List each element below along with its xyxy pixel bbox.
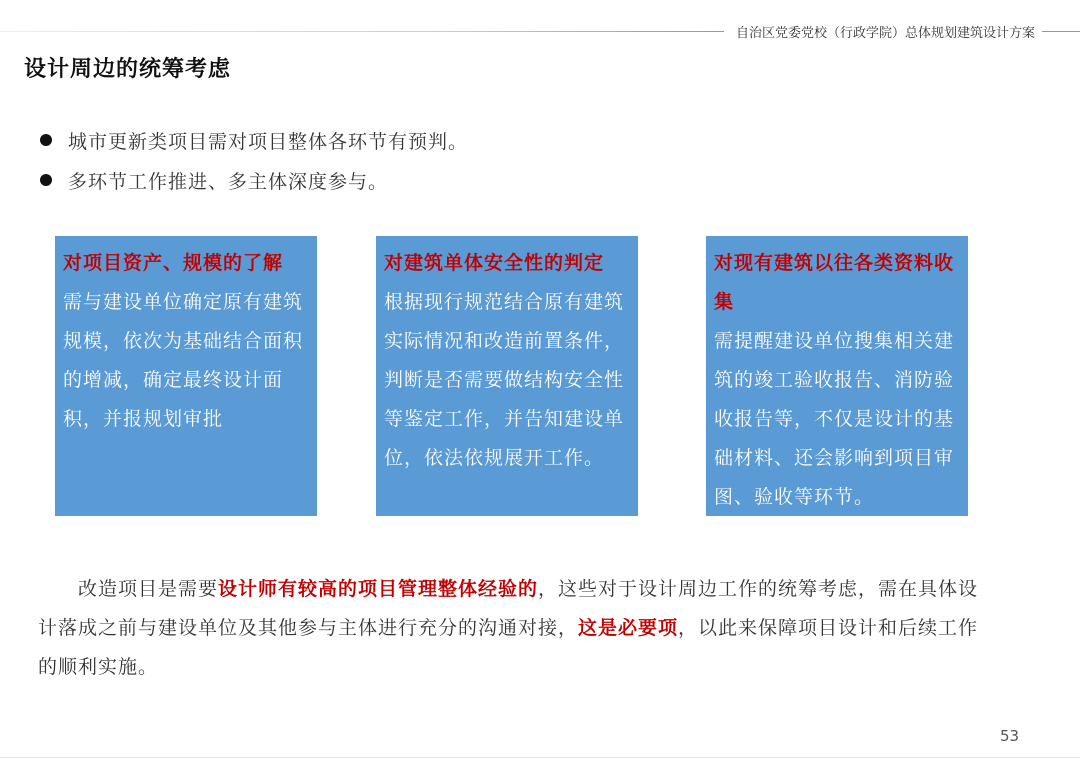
- summary-indent: [38, 578, 78, 600]
- summary-paragraph: [38, 570, 998, 687]
- bullet-list: [38, 120, 468, 200]
- summary-text: ，以此来保障项目设计和后续工作的顺利实施。: [38, 617, 979, 678]
- card-title: 对项目资产、规模的了解: [63, 252, 284, 274]
- card-title: 对现有建筑以往各类资料收集: [714, 252, 955, 313]
- footer-rule: [0, 757, 1080, 758]
- card-body: 根据现行规范结合原有建筑实际情况和改造前置条件，判断是否需要做结构安全性等鉴定工作，并告知建设单位，依法依规展开工作。: [384, 291, 625, 469]
- card-body: 需与建设单位确定原有建筑规模，依次为基础结合面积的增减，确定最终设计面积，并报规划审批: [63, 291, 304, 430]
- summary-highlight: 这是必要项: [578, 617, 679, 639]
- card-body: 需提醒建设单位搜集相关建筑的竣工验收报告、消防验收报告等，不仅是设计的基础材料、还会影响到项目审图、验收等环节。: [714, 330, 955, 508]
- bullet-text: 城市更新类项目需对项目整体各环节有预判。: [68, 130, 469, 153]
- slide-title: 设计周边的统筹考虑: [24, 57, 232, 82]
- card-title: 对建筑单体安全性的判定: [384, 252, 605, 274]
- summary-text: 改造项目是需要: [78, 578, 219, 600]
- summary-text: ，这些对于设计周边工作的统筹考虑，需在具体设计落成之前与建设单位及其他参与主体进行充分的沟通对接，: [38, 578, 979, 639]
- header-rule-left: [0, 31, 724, 32]
- info-card-asset-scale: [55, 236, 317, 516]
- bullet-dot-icon: [40, 134, 52, 146]
- info-card-structural-safety: [376, 236, 638, 516]
- header-rule-right: [1042, 31, 1080, 32]
- info-card-document-collection: [706, 236, 968, 516]
- bullet-item: [38, 120, 468, 160]
- bullet-dot-icon: [40, 174, 52, 186]
- page-number: 53: [1000, 727, 1020, 745]
- document-title: 自治区党委党校（行政学院）总体规划建筑设计方案: [736, 26, 1036, 41]
- bullet-item: [38, 160, 468, 200]
- summary-highlight: 设计师有较高的项目管理整体经验的: [218, 578, 539, 600]
- bullet-text: 多环节工作推进、多主体深度参与。: [68, 170, 389, 193]
